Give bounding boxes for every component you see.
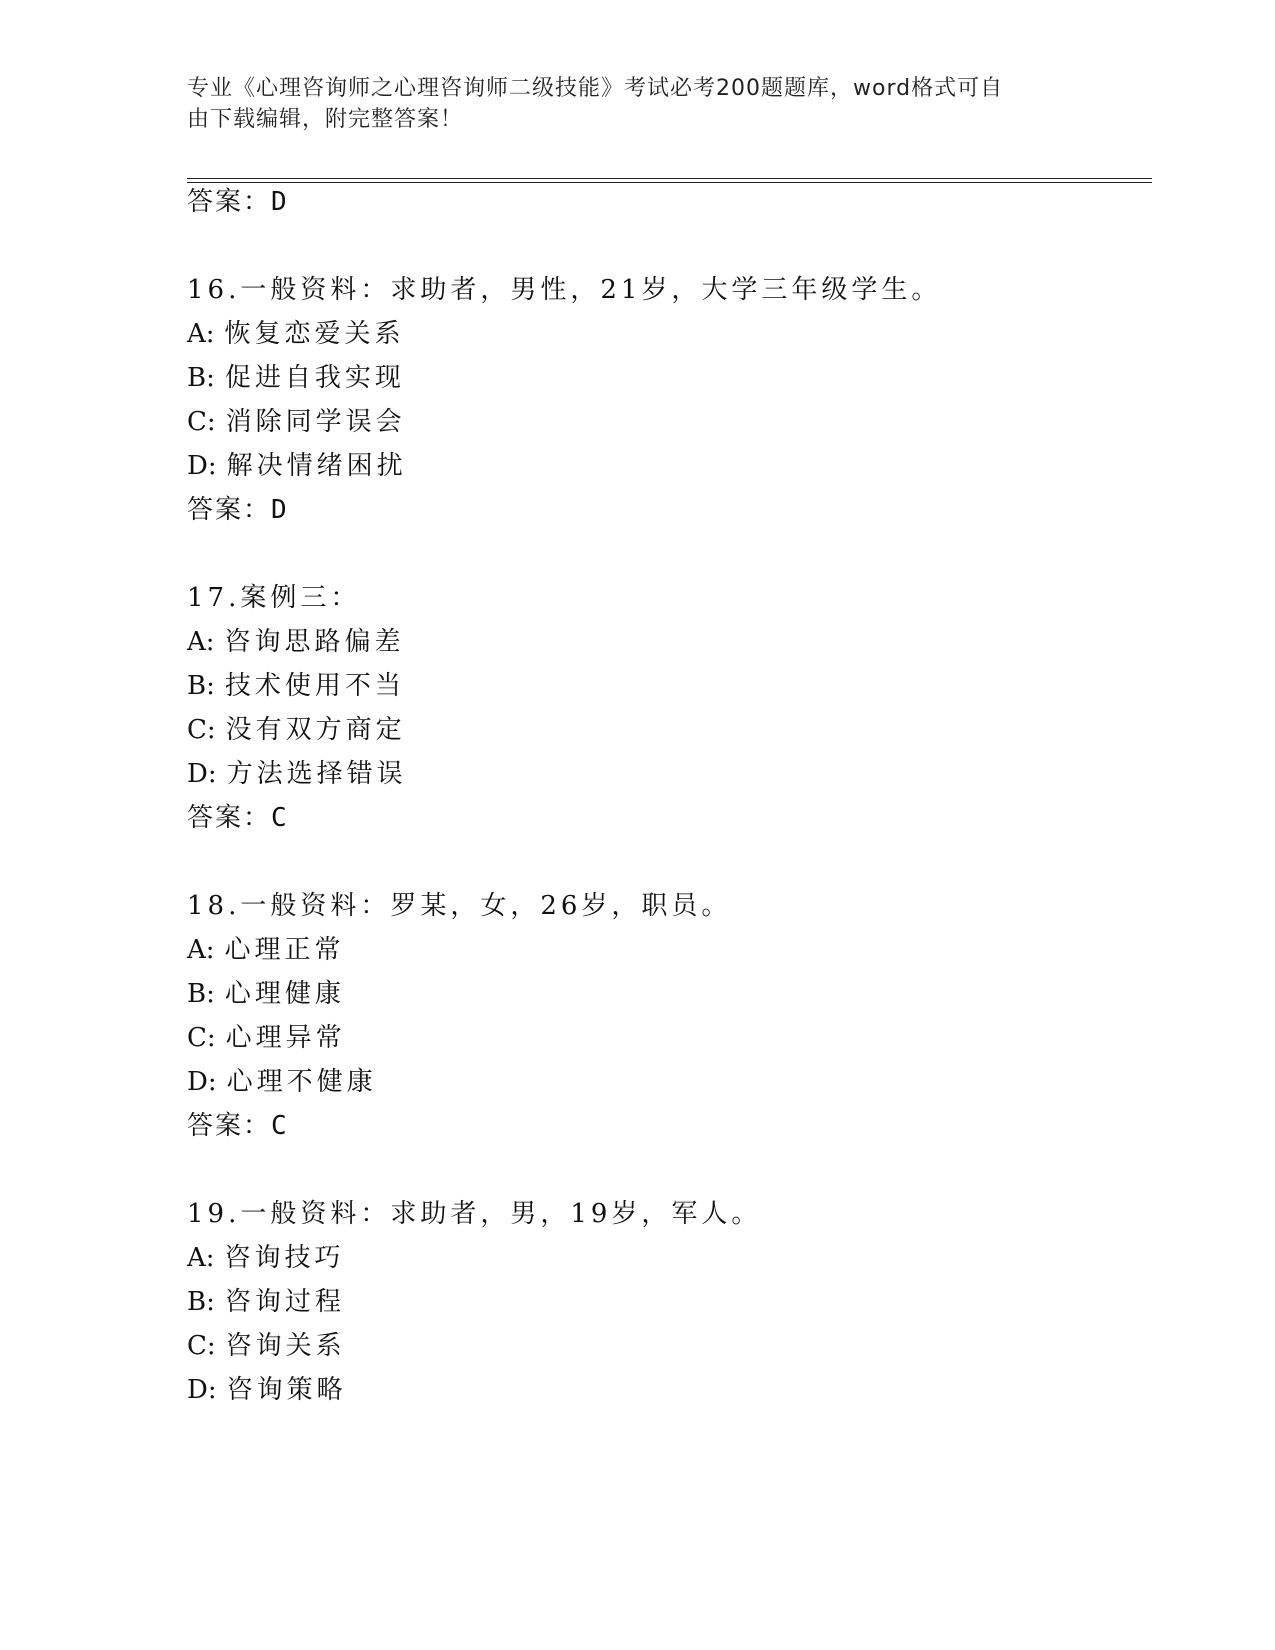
option-text: 咨询技巧 (224, 1243, 345, 1273)
option-key: A: (187, 319, 215, 349)
answer-line (187, 801, 287, 835)
option-d (187, 449, 407, 483)
option-key: A: (187, 935, 215, 965)
option-key: B: (187, 671, 215, 701)
option-key: C: (187, 1331, 216, 1361)
answer-value: C (271, 1111, 287, 1141)
answer-value: C (271, 803, 287, 833)
option-text: 心理不健康 (226, 1067, 377, 1097)
answer-label: 答案： (187, 187, 272, 217)
answer-label: 答案： (187, 495, 272, 525)
option-key: D: (187, 1067, 217, 1097)
option-text: 心理异常 (225, 1023, 346, 1053)
option-key: B: (187, 363, 215, 393)
option-c (187, 713, 406, 747)
option-text: 促进自我实现 (224, 363, 405, 393)
option-key: C: (187, 715, 216, 745)
option-text: 心理健康 (224, 979, 345, 1009)
option-text: 心理正常 (224, 935, 345, 965)
option-a (187, 1241, 345, 1275)
document-header (187, 73, 1087, 135)
option-text: 没有双方商定 (225, 715, 406, 745)
option-key: A: (187, 627, 215, 657)
answer-value: D (271, 495, 287, 525)
option-text: 方法选择错误 (226, 759, 407, 789)
option-c (187, 405, 406, 439)
option-b (187, 1285, 345, 1319)
answer-line (187, 185, 287, 219)
header-line-1: 专业《心理咨询师之心理咨询师二级技能》考试必考200题题库，word格式可自 (187, 76, 1004, 101)
option-text: 解决情绪困扰 (226, 451, 407, 481)
option-d (187, 1065, 377, 1099)
option-a (187, 933, 345, 967)
option-text: 技术使用不当 (224, 671, 405, 701)
option-key: D: (187, 1375, 217, 1405)
header-line-2: 由下载编辑，附完整答案！ (187, 107, 464, 132)
option-key: D: (187, 451, 217, 481)
option-b (187, 977, 345, 1011)
option-d (187, 757, 407, 791)
option-text: 咨询关系 (225, 1331, 346, 1361)
option-text: 恢复恋爱关系 (224, 319, 405, 349)
option-c (187, 1021, 346, 1055)
option-key: B: (187, 979, 215, 1009)
option-text: 消除同学误会 (225, 407, 406, 437)
question-stem: 17.案例三： (187, 583, 361, 613)
answer-line (187, 1109, 287, 1143)
header-rule-bottom (187, 182, 1152, 183)
option-key: C: (187, 407, 216, 437)
option-b (187, 669, 405, 703)
option-text: 咨询过程 (224, 1287, 345, 1317)
header-rule-top (187, 178, 1152, 179)
answer-line (187, 493, 287, 527)
option-a (187, 317, 405, 351)
option-key: C: (187, 1023, 216, 1053)
answer-label: 答案： (187, 803, 272, 833)
question-stem: 19.一般资料：求助者，男，19岁，军人。 (187, 1199, 762, 1229)
option-c (187, 1329, 346, 1363)
question-stem: 16.一般资料：求助者，男性，21岁，大学三年级学生。 (187, 275, 942, 305)
option-key: A: (187, 1243, 215, 1273)
option-text: 咨询策略 (226, 1375, 347, 1405)
option-key: B: (187, 1287, 215, 1317)
option-a (187, 625, 405, 659)
option-b (187, 361, 405, 395)
option-d (187, 1373, 347, 1407)
answer-label: 答案： (187, 1111, 272, 1141)
option-text: 咨询思路偏差 (224, 627, 405, 657)
question-stem: 18.一般资料：罗某，女，26岁，职员。 (187, 891, 732, 921)
answer-value: D (271, 187, 287, 217)
option-key: D: (187, 759, 217, 789)
